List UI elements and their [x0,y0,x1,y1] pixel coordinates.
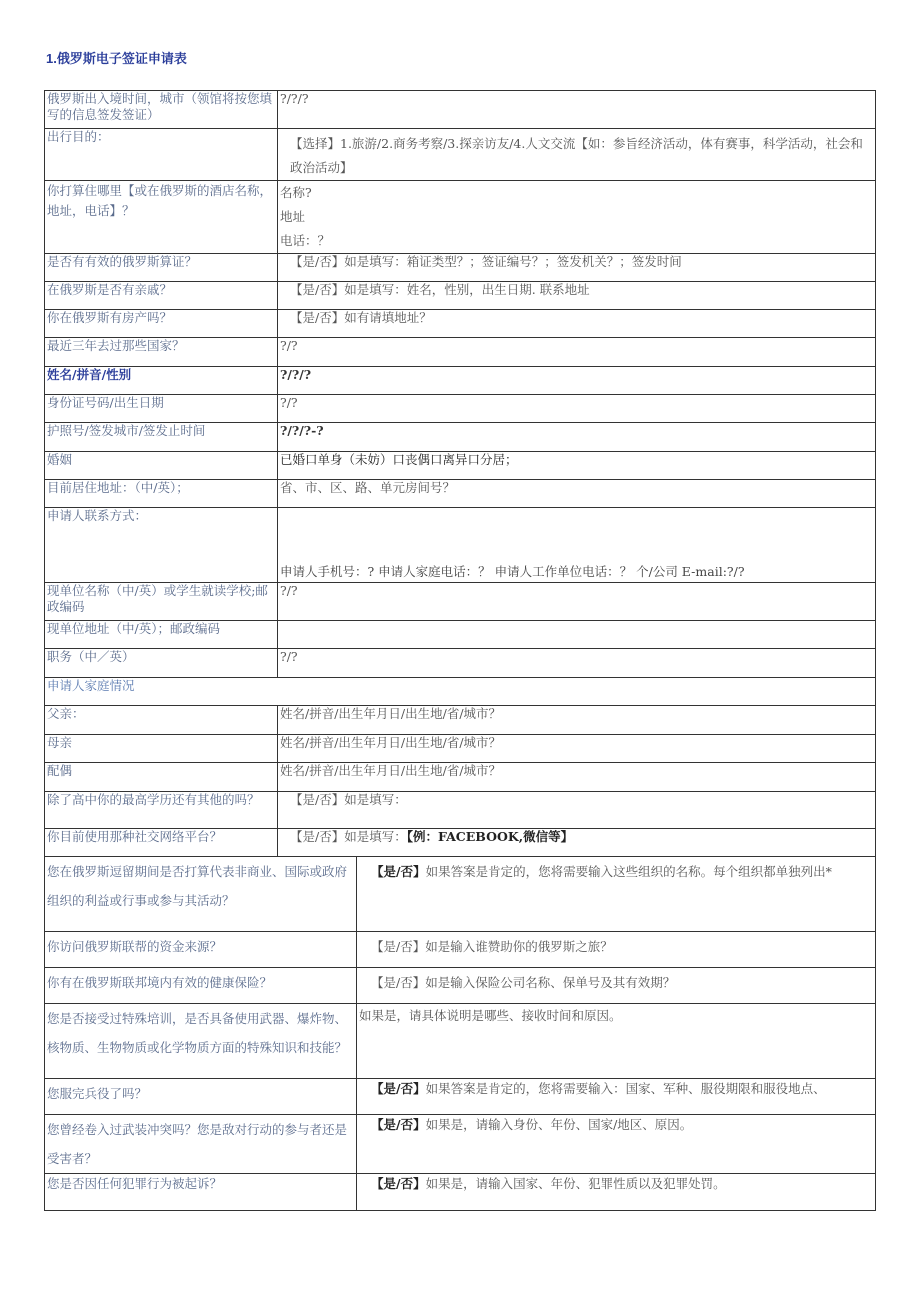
row-label: 目前居住地址：（中/英）； [45,480,278,508]
row-value[interactable]: 已婚口单身（未妨）口丧偶口离异口分居； [278,452,876,480]
row-label: 在俄罗斯是否有亲戚？ [45,282,278,310]
yes-no-marker: 【是/否】 [371,1117,426,1132]
table-row [45,621,876,649]
yes-no-marker: 【是/否】 [371,1176,426,1191]
row-label: 你在俄罗斯有房产吗？ [45,310,278,338]
row-label: 姓名/拼音/性别 [45,367,278,395]
row-label: 你有在俄罗斯联邦境内有效的健康保险？ [45,968,357,1004]
table-row [45,282,876,310]
row-label: 你访问俄罗斯联帮的资金来源？ [45,932,357,968]
row-value[interactable]: ?/? [278,395,876,423]
row-value[interactable]: 【是/否】如是填写：箱证类型？；签证编号？；签发机关？；签发时间 [278,254,876,282]
row-value[interactable]: ?/? [278,649,876,678]
value-text: 如果答案是肯定的，您将需要输入这些组织的名称。每个组织都单独列出* [425,864,832,879]
row-label: 护照号/签发城市/签发止时间 [45,423,278,452]
table-row [45,395,876,423]
row-label: 申请人联系方式： [45,508,278,583]
hotel-name-line: 名称? [280,185,312,200]
table-row [45,423,876,452]
row-label: 配偶 [45,763,278,792]
row-label: 职务（中／英） [45,649,278,678]
row-label: 身份证号码/出生日期 [45,395,278,423]
row-value[interactable]: ?/? [278,338,876,367]
row-label: 除了高中你的最高学历还有其他的吗？ [45,792,278,829]
row-value[interactable]: 【是/否】如是填写：姓名，性别，出生日期. 联系地址 [278,282,876,310]
table-row [45,1004,876,1079]
row-value[interactable] [357,1079,876,1115]
table-row [45,792,876,829]
table-row [45,310,876,338]
value-prefix: 【是/否】如是填写： [290,829,407,844]
table-row [45,254,876,282]
value-text: 如果是，请输入国家、年份、犯罪性质以及犯罪处罚。 [425,1176,726,1191]
row-label: 您曾经卷入过武装冲突吗？您是敌对行动的参与者还是受害者？ [45,1115,357,1174]
row-label: 父亲： [45,706,278,735]
row-label: 出行目的： [45,129,278,181]
value-example: 【例：FACEBOOK,微信等】 [406,829,574,844]
table-row [45,508,876,583]
table-row [45,1079,876,1115]
row-label: 你目前使用那种社交网络平台？ [45,829,278,857]
table-row [45,1115,876,1174]
row-label: 您是否接受过特殊培训，是否具备使用武器、爆炸物、核物质、生物物质或化学物质方面的特殊知识和技能？ [45,1004,357,1079]
row-value[interactable]: ?/?/?-? [278,423,876,452]
section-header-family: 申请人家庭情况 [45,678,876,706]
table-row [45,829,876,857]
table-row [45,706,876,735]
row-value[interactable] [278,829,876,857]
row-label: 是否有有效的俄罗斯算证？ [45,254,278,282]
row-value[interactable] [278,181,876,254]
row-label: 俄罗斯出入境时间，城市（领馆将按您填写的信息签发签证） [45,91,278,129]
row-value[interactable]: ?/? [278,583,876,621]
row-value[interactable]: 【是/否】如是输入谁赞助你的俄罗斯之旅？ [357,932,876,968]
value-text: 如果答案是肯定的，您将需要输入：国家、军种、服役期限和服役地点、 [425,1081,826,1096]
row-value[interactable] [357,857,876,932]
row-label: 现单位名称（中/英）或学生就读学校;邮政编码 [45,583,278,621]
row-label: 您是否因任何犯罪行为被起诉？ [45,1174,357,1211]
row-value[interactable]: ?/?/? [278,91,876,129]
row-label: 你打算住哪里【或在俄罗斯的酒店名称，地址，电话】？ [45,181,278,254]
row-label: 您服完兵役了吗？ [45,1079,357,1115]
table-row [45,181,876,254]
hotel-phone-line: 电话：？ [280,233,331,248]
row-value[interactable]: 【是/否】如有请填地址？ [278,310,876,338]
table-row [45,338,876,367]
row-value[interactable]: 姓名/拼音/出生年月日/出生地/省/城市？ [278,735,876,763]
table-row [45,480,876,508]
row-label: 您在俄罗斯逗留期间是否打算代表非商业、国际或政府组织的利益或行事或参与其活动？ [45,857,357,932]
section-row [45,678,876,706]
table-row [45,968,876,1004]
row-value[interactable]: 申请人手机号：? 申请人家庭电话：？ 申请人工作单位电话：？ 个/公司 E-mail:?/? [278,508,876,583]
value-text: 如果是，请输入身份、年份、国家/地区、原因。 [425,1117,693,1132]
yes-no-marker: 【是/否】 [371,1081,426,1096]
row-value[interactable]: 如果是，请具体说明是哪些、接收时间和原因。 [357,1004,876,1079]
row-value[interactable]: 【是/否】如是输入保险公司名称、保单号及其有效期？ [357,968,876,1004]
table-row [45,129,876,181]
row-value[interactable]: ?/?/? [278,367,876,395]
row-value[interactable]: 姓名/拼音/出生年月日/出生地/省/城市？ [278,706,876,735]
yes-no-marker: 【是/否】 [371,864,426,879]
table-row [45,763,876,792]
visa-application-table [44,90,876,1211]
row-value[interactable] [357,1115,876,1174]
table-row [45,649,876,678]
hotel-address-line: 地址 [280,209,306,224]
table-row [45,735,876,763]
table-row [45,583,876,621]
row-label: 婚姻 [45,452,278,480]
row-value[interactable] [278,621,876,649]
row-value[interactable]: 省、市、区、路、单元房间号？ [278,480,876,508]
table-row [45,91,876,129]
table-row [45,452,876,480]
row-value[interactable]: 【是/否】如是填写： [278,792,876,829]
table-row [45,367,876,395]
form-title: 1.俄罗斯电子签证申请表 [46,51,187,66]
table-row [45,1174,876,1211]
table-row [45,857,876,932]
table-row [45,932,876,968]
row-label: 现单位地址（中/英）；邮政编码 [45,621,278,649]
row-label: 母亲 [45,735,278,763]
row-label: 最近三年去过那些国家？ [45,338,278,367]
row-value[interactable]: 【选择】1.旅游/2.商务考察/3.探亲访友/4.人文交流【如：参旨经济活动，体有赛事，科学活动，社会和政治活动】 [278,129,876,181]
row-value[interactable] [357,1174,876,1211]
row-value[interactable]: 姓名/拼音/出生年月日/出生地/省/城市？ [278,763,876,792]
